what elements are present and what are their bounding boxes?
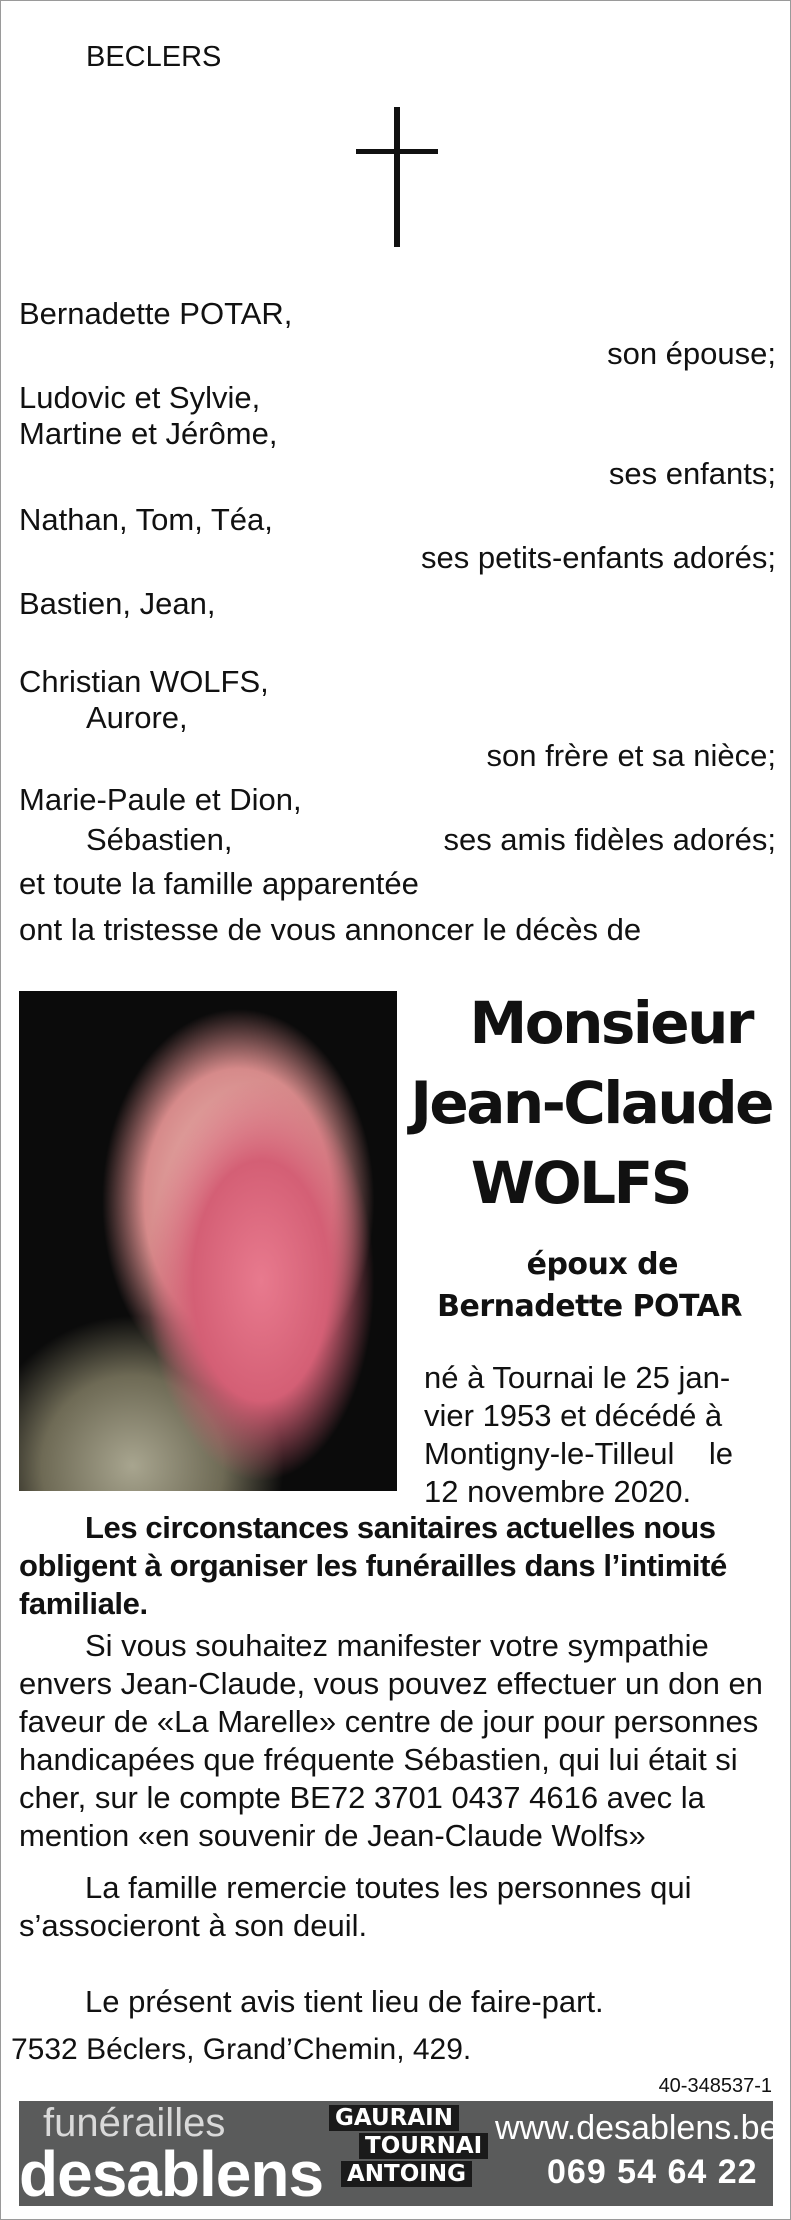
brother-role: son frère et sa nièce; (486, 738, 776, 773)
spouse-name: Bernadette POTAR, (19, 296, 293, 331)
cross-icon (394, 107, 400, 247)
epoux-line-1: époux de (526, 1247, 678, 1282)
deceased-last-name: WOLFS (470, 1149, 690, 1217)
others-names: Bastien, Jean, (19, 586, 216, 621)
location-gaurain: GAURAIN (329, 2105, 459, 2131)
relatives-line: et toute la famille apparentée (19, 866, 419, 901)
children-role: ses enfants; (608, 456, 776, 491)
grandchildren-names: Nathan, Tom, Téa, (19, 502, 273, 537)
children-line-2: Martine et Jérôme, (19, 416, 278, 451)
birth-line-1: né à Tournai le 25 jan- (424, 1360, 731, 1395)
niece-name: Aurore, (86, 700, 188, 735)
cross-bar (356, 149, 438, 154)
location-antoing: ANTOING (341, 2161, 472, 2187)
thanks-paragraph: La famille remercie toutes les personnes qui s’associeront à son deuil. (19, 1870, 692, 1943)
village-name: BECLERS (86, 41, 222, 73)
website-url: www.desablens.be (495, 2109, 779, 2147)
deceased-portrait-photo (19, 991, 397, 1491)
brand-desablens: desablens (19, 2138, 324, 2210)
reference-number: 40-348537-1 (658, 2075, 772, 2097)
announcement-line: ont la tristesse de vous annoncer le décès de (19, 912, 642, 947)
brand-funerailles: funérailles (43, 2101, 226, 2145)
children-line-1: Ludovic et Sylvie, (19, 380, 261, 415)
friends-line-1: Marie-Paule et Dion, (19, 782, 302, 817)
faire-part-paragraph: Le présent avis tient lieu de faire-part. (85, 1984, 604, 2019)
brother-name: Christian WOLFS, (19, 664, 269, 699)
spouse-role: son épouse; (607, 336, 776, 371)
phone-number: 069 54 64 22 (547, 2153, 758, 2191)
circumstances-paragraph: Les circonstances sanitaires actuelles nous obligent à organiser les funérailles dans l’intimité familiale. (19, 1510, 727, 1621)
deceased-first-name: Jean-Claude (410, 1069, 772, 1137)
grandchildren-role: ses petits-enfants adorés; (421, 540, 776, 575)
donation-paragraph: Si vous souhaitez manifester votre sympathie envers Jean-Claude, vous pouvez effectuer un don en faveur de «La Marelle» centre de jour pour personnes handicapées que fréquente Sébastien, qui lui était si cher, sur le compte BE72 3701 0437 4616 avec la mention «en souvenir de Jean-Claude Wolfs» (19, 1628, 763, 1853)
birth-line-4: 12 novembre 2020. (424, 1474, 692, 1509)
funeral-home-banner (19, 2101, 779, 2210)
family-address: 7532 Béclers, Grand’Chemin, 429. (11, 2033, 472, 2066)
birth-line-3: Montigny-le-Tilleul le (424, 1436, 733, 1471)
birth-line-2: vier 1953 et décédé à (424, 1398, 723, 1433)
friends-role: ses amis fidèles adorés; (443, 822, 776, 857)
friends-line-2: Sébastien, (86, 822, 233, 857)
epoux-line-2: Bernadette POTAR (437, 1289, 742, 1324)
deceased-title: Monsieur (469, 989, 752, 1057)
location-tournai: TOURNAI (359, 2133, 488, 2159)
